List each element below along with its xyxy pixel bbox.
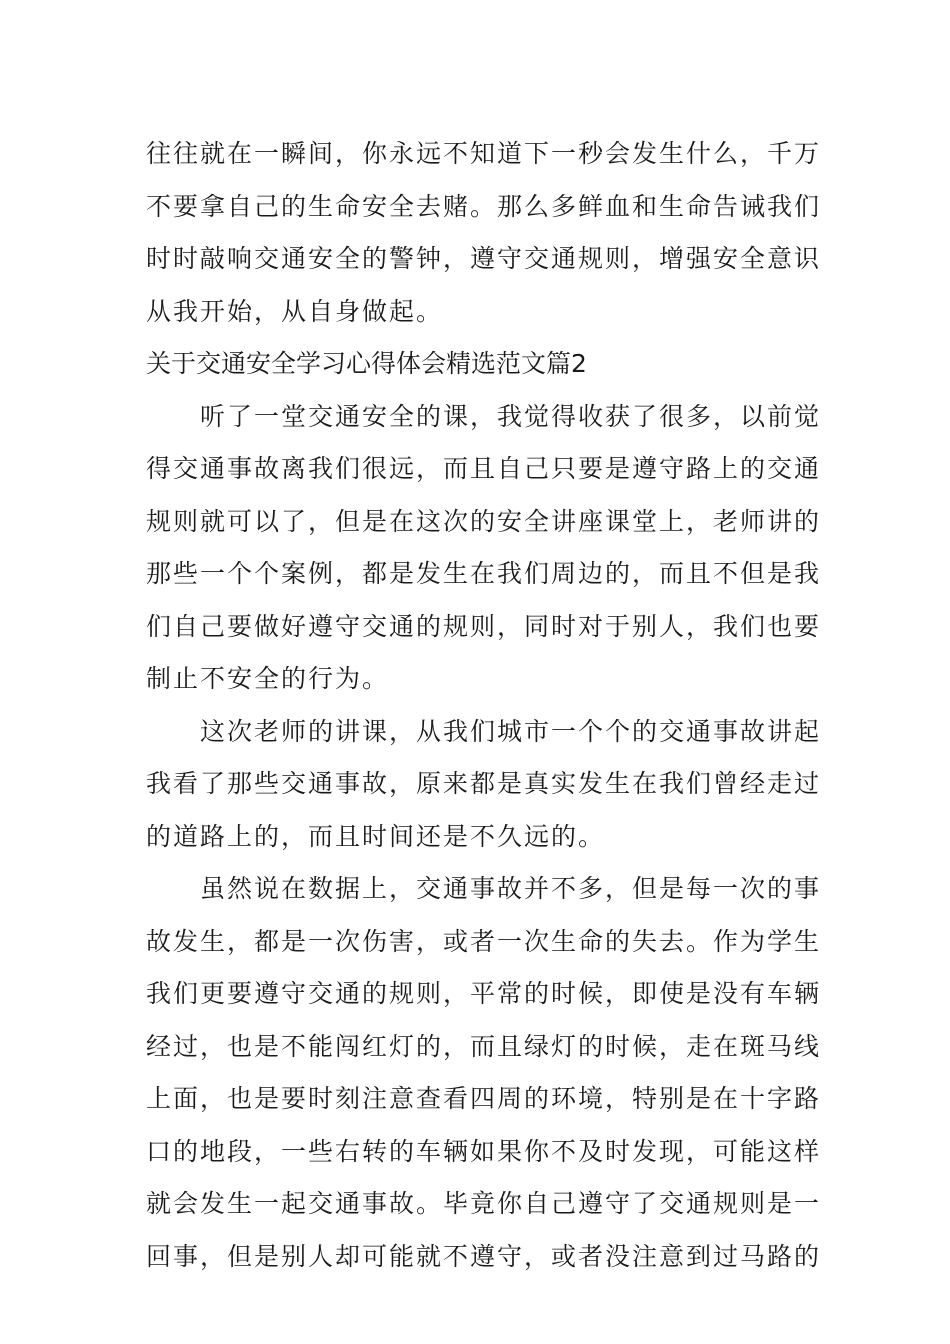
text-line: 从我开始，从自身做起。 <box>146 296 444 326</box>
text-line: 的道路上的，而且时间还是不久远的。 <box>146 821 606 851</box>
text-line: 上面，也是要时刻注意查看四周的环境，特别是在十字路 <box>146 1084 822 1113</box>
paragraph <box>146 706 822 864</box>
text-line: 往往就在一瞬间，你永远不知道下一秒会发生什么，千万 <box>146 139 822 168</box>
text-line: 们自己要做好遵守交通的规则，同时对于别人，我们也要 <box>146 611 822 641</box>
text-line: 制止不安全的行为。 <box>146 664 390 693</box>
paragraph <box>146 863 822 1283</box>
text-line: 经过，也是不能闯红灯的，而且绿灯的时候，走在斑马线 <box>146 1031 822 1061</box>
text-line: 那些一个个案例，都是发生在我们周边的，而且不但是我 <box>146 559 822 588</box>
text-line: 故发生，都是一次伤害，或者一次生命的失去。作为学生 <box>146 926 822 956</box>
document-body <box>146 128 822 1283</box>
text-line: 虽然说在数据上，交通事故并不多，但是每一次的事 <box>200 874 822 903</box>
section-heading: 关于交通安全学习心得体会精选范文篇2 <box>146 349 587 378</box>
text-line: 就会发生一起交通事故。毕竟你自己遵守了交通规则是一 <box>146 1189 822 1218</box>
text-line: 口的地段，一些右转的车辆如果你不及时发现，可能这样 <box>146 1136 822 1166</box>
text-line: 规则就可以了，但是在这次的安全讲座课堂上，老师讲的 <box>146 506 822 536</box>
text-line: 回事，但是别人却可能就不遵守，或者没注意到过马路的 <box>146 1241 822 1271</box>
text-line: 我们更要遵守交通的规则，平常的时候，即使是没有车辆 <box>146 979 822 1008</box>
text-line: 不要拿自己的生命安全去赌。那么多鲜血和生命告诫我们 <box>146 191 822 221</box>
paragraph-continuation <box>146 128 822 338</box>
paragraph <box>146 391 822 706</box>
text-line: 时时敲响交通安全的警钟，遵守交通规则，增强安全意识 <box>146 244 822 273</box>
text-line: 听了一堂交通安全的课，我觉得收获了很多，以前觉 <box>200 401 822 431</box>
text-line: 这次老师的讲课，从我们城市一个个的交通事故讲起 <box>200 716 822 746</box>
text-line: 我看了那些交通事故，原来都是真实发生在我们曾经走过 <box>146 769 822 798</box>
text-line: 得交通事故离我们很远，而且自己只要是遵守路上的交通 <box>146 454 822 483</box>
